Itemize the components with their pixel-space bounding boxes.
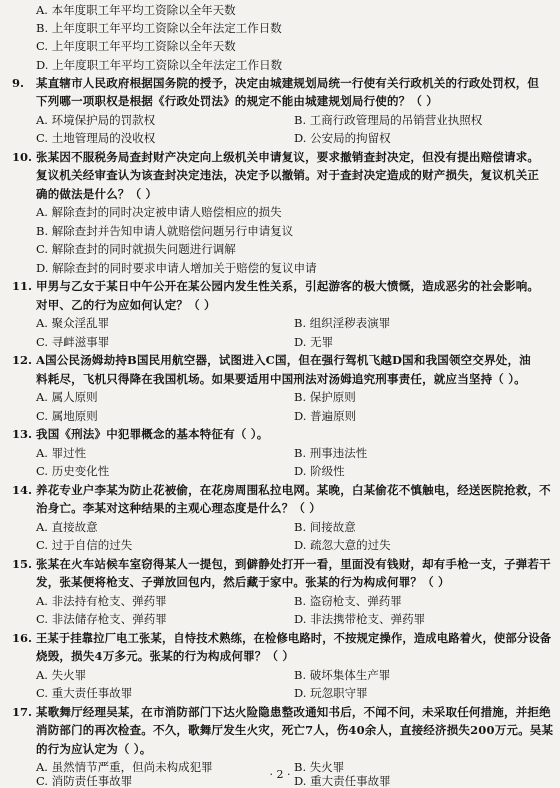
option-17-c: C. 消防责任事故罪	[36, 774, 133, 788]
question-number: 14.	[12, 483, 33, 497]
question-number: 17.	[12, 705, 33, 719]
question-12-line-2: 料耗尽，飞机只得降在我国机场。如果要适用中国刑法对汤姆追究刑事责任，就应当坚持（ ）。	[36, 372, 526, 386]
option-14-d: D. 疏忽大意的过失	[294, 538, 391, 552]
option-10-b: B. 解除查封并告知申请人就赔偿问题另行申请复议	[36, 224, 294, 238]
option-15-b: B. 盗窃枪支、弹药罪	[294, 594, 402, 608]
option-12-d: D. 普遍原则	[294, 409, 357, 423]
option-13-a: A. 罪过性	[36, 446, 87, 460]
option-11-a: A. 聚众淫乱罪	[36, 316, 110, 330]
option-13-b: B. 刑事违法性	[294, 446, 368, 460]
option-15-d: D. 非法携带枪支、弹药罪	[294, 612, 426, 626]
option-12-c: C. 属地原则	[36, 409, 98, 423]
option-11-b: B. 组织淫秽表演罪	[294, 316, 391, 330]
option-16-c: C. 重大责任事故罪	[36, 686, 133, 700]
question-number: 10.	[12, 150, 33, 164]
question-17-line-3: 的行为应认定为（ ）。	[36, 742, 152, 756]
question-17-line-2: 消防部门的再次检查。不久，歌舞厅发生火灾，死亡7人，伤40余人，直接经济损失200万元。吴某	[36, 723, 554, 737]
option-17-a: A. 虽然情节严重，但尚未构成犯罪	[36, 760, 213, 774]
option-14-b: B. 间接故意	[294, 520, 356, 534]
option-8-d: D. 上年度职工年平均工资除以全年法定工作日数	[36, 58, 283, 72]
option-17-d: D. 重大责任事故罪	[294, 774, 391, 788]
option-9-a: A. 环境保护局的罚款权	[36, 113, 156, 127]
question-11-line-1: 甲男与乙女于某日中午公开在某公园内发生性关系，引起游客的极大愤慨，造成恶劣的社会影响。	[36, 279, 540, 293]
option-11-c: C. 寻衅滋事罪	[36, 335, 110, 349]
option-10-c: C. 解除查封的同时就损失问题进行调解	[36, 242, 236, 256]
question-16-line-1: 王某于挂靠拉厂电工张某，自恃技术熟练，在检修电路时，不按规定操作，造成电路着火，使部分设备	[36, 631, 552, 645]
option-16-a: A. 失火罪	[36, 668, 87, 682]
option-15-a: A. 非法持有枪支、弹药罪	[36, 594, 167, 608]
question-10-line-3: 确的做法是什么？（ ）	[36, 187, 158, 201]
option-9-d: D. 公安局的拘留权	[294, 131, 391, 145]
option-9-b: B. 工商行政管理局的吊销营业执照权	[294, 113, 483, 127]
question-10-line-2: 复议机关经审查认为该查封决定违法，决定予以撤销。对于查封决定造成的财产损失，复议机关正	[36, 168, 540, 182]
question-12-line-1: A国公民汤姆劫持B国民用航空器，试图进入C国，但在强行驾机飞越D国和我国领空交界处，油	[36, 353, 531, 367]
question-number: 13.	[12, 427, 33, 441]
question-14-line-1: 养花专业户李某为防止花被偷，在花房周围私拉电网。某晚，白某偷花不慎触电，经送医院抢救，不	[36, 483, 551, 497]
question-11-line-2: 对甲、乙的行为应如何认定？（ ）	[36, 298, 216, 312]
option-17-b: B. 失火罪	[294, 760, 345, 774]
question-14-line-2: 治身亡。李某对这种结果的主观心理态度是什么？（ ）	[36, 501, 322, 515]
option-9-c: C. 土地管理局的没收权	[36, 131, 156, 145]
option-11-d: D. 无罪	[294, 335, 334, 349]
question-number: 9.	[12, 76, 25, 90]
option-14-a: A. 直接故意	[36, 520, 98, 534]
option-14-c: C. 过于自信的过失	[36, 538, 133, 552]
option-10-d: D. 解除查封的同时要求申请人增加关于赔偿的复议申请	[36, 261, 317, 275]
page-number: · 2 ·	[269, 768, 291, 781]
option-8-b: B. 上年度职工年平均工资除以全年法定工作日数	[36, 21, 282, 35]
option-13-d: D. 阶级性	[294, 464, 345, 478]
question-number: 11.	[12, 279, 33, 293]
option-13-c: C. 历史变化性	[36, 464, 110, 478]
question-17-line-1: 某歌舞厅经理吴某，在市消防部门下达火险隐患整改通知书后，不闻不问，未采取任何措施，并拒绝	[36, 705, 551, 719]
option-8-a: A. 本年度职工年平均工资除以全年天数	[36, 3, 236, 17]
question-15-line-1: 张某在火车站候车室窃得某人一提包，到僻静处打开一看，里面没有钱财，却有手枪一支，子弹若干	[36, 557, 551, 571]
question-13-line-1: 我国《刑法》中犯罪概念的基本特征有（ ）。	[36, 427, 269, 441]
option-8-c: C. 上年度职工年平均工资除以全年天数	[36, 39, 236, 53]
question-10-line-1: 张某因不服税务局查封财产决定向上级机关申请复议，要求撤销查封决定，但没有提出赔偿请求。	[36, 150, 540, 164]
option-16-d: D. 玩忽职守罪	[294, 686, 368, 700]
question-9-line-2: 下列哪一项职权是根据《行政处罚法》的规定不能由城建规划局行使的？（ ）	[36, 94, 438, 108]
question-15-line-2: 发，张某便将枪支、子弹放回包内，然后藏于家中。张某的行为构成何罪？（ ）	[36, 575, 450, 589]
question-9-line-1: 某直辖市人民政府根据国务院的授予，决定由城建规划局统一行使有关行政机关的行政处罚权，但	[36, 76, 540, 90]
question-16-line-2: 烧毁，损失4万多元。张某的行为构成何罪？（ ）	[36, 649, 295, 663]
question-number: 12.	[12, 353, 33, 367]
option-16-b: B. 破坏集体生产罪	[294, 668, 391, 682]
option-12-a: A. 属人原则	[36, 390, 98, 404]
option-15-c: C. 非法储存枪支、弹药罪	[36, 612, 167, 626]
option-10-a: A. 解除查封的同时决定被申请人赔偿相应的损失	[36, 205, 282, 219]
question-number: 16.	[12, 631, 33, 645]
question-number: 15.	[12, 557, 33, 571]
option-12-b: B. 保护原则	[294, 390, 356, 404]
